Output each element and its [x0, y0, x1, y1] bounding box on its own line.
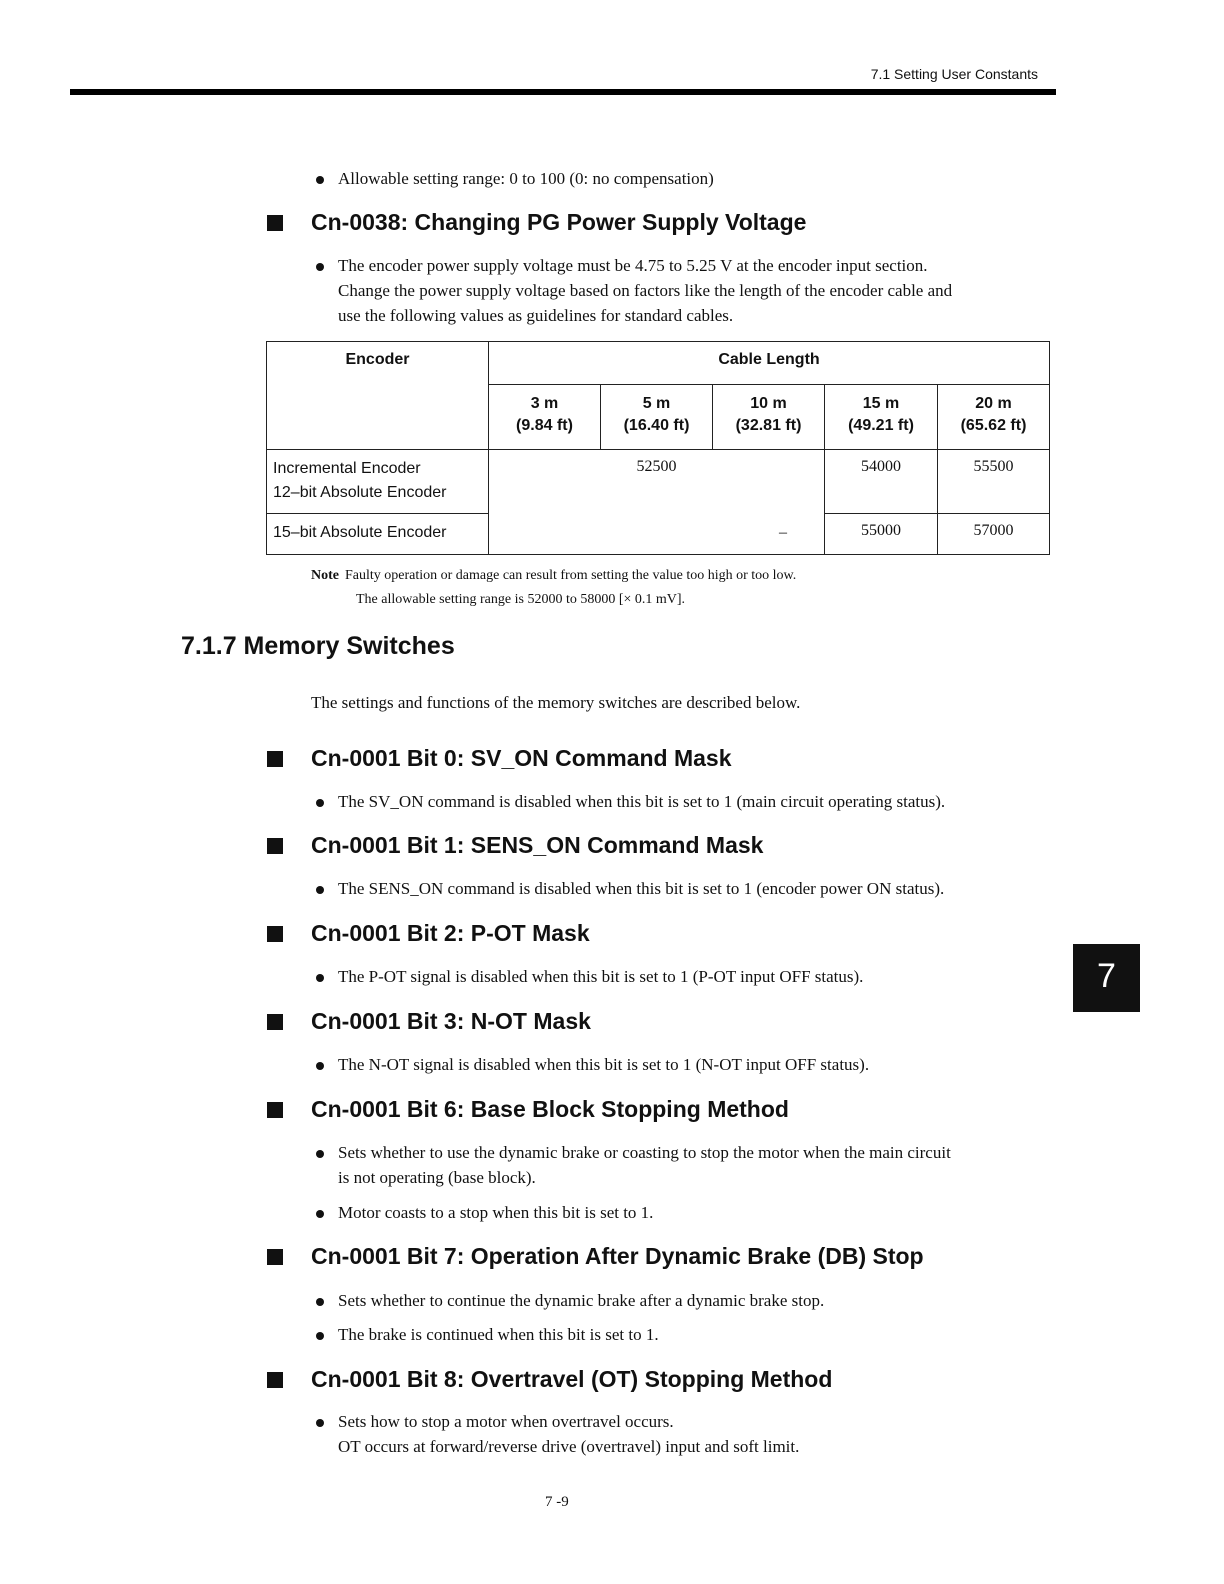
section-title: Cn-0038: Changing PG Power Supply Voltage — [311, 209, 807, 235]
note-label: Note — [311, 568, 339, 583]
square-bullet-icon — [267, 1372, 283, 1388]
square-bullet-icon — [267, 1249, 283, 1265]
bullet-bit0: The SV_ON command is disabled when this bit is set to 1 (main circuit operating status). — [316, 789, 1056, 814]
length-20m: 20 m (65.62 ft) — [938, 385, 1050, 450]
page-number: 7 -9 — [545, 1494, 569, 1510]
row-incremental-12bit: Incremental Encoder 12–bit Absolute Encoder — [267, 450, 489, 514]
bullet-bit1: The SENS_ON command is disabled when this bit is set to 1 (encoder power ON status). — [316, 876, 1056, 901]
value-row2-20m: 57000 — [938, 514, 1050, 555]
square-bullet-icon — [267, 751, 283, 767]
value-row1-15m: 54000 — [825, 450, 938, 514]
bullet-dot — [316, 1298, 324, 1306]
bullet-dot — [316, 974, 324, 982]
bullet-dot — [316, 1062, 324, 1070]
value-row2-15m: 55000 — [825, 514, 938, 555]
bullet-dot — [316, 1150, 324, 1158]
encoder-voltage-table — [266, 341, 1050, 555]
memory-intro: The settings and functions of the memory switches are described below. — [311, 693, 801, 712]
square-bullet-icon — [267, 838, 283, 854]
square-bullet-icon — [267, 215, 283, 231]
running-head: 7.1 Setting User Constants — [870, 66, 1038, 82]
length-5m: 5 m (16.40 ft) — [601, 385, 713, 450]
length-10m: 10 m (32.81 ft) — [713, 385, 825, 450]
section-title: Cn-0001 Bit 2: P-OT Mask — [311, 920, 590, 946]
bullet-dot — [316, 263, 324, 271]
value-row1-20m: 55500 — [938, 450, 1050, 514]
section-title: Cn-0001 Bit 1: SENS_ON Command Mask — [311, 832, 764, 858]
bullet-allowable-range: Allowable setting range: 0 to 100 (0: no compensation) — [316, 166, 1056, 191]
bullet-dot — [316, 799, 324, 807]
bullet-bit2: The P-OT signal is disabled when this bit is set to 1 (P-OT input OFF status). — [316, 964, 1056, 989]
bullet-bit6-b: Motor coasts to a stop when this bit is set to 1. — [316, 1200, 1056, 1225]
bullet-bit7-a: Sets whether to continue the dynamic brake after a dynamic brake stop. — [316, 1288, 1056, 1313]
bullet-dot — [316, 1419, 324, 1427]
value-short-cables: 52500 – — [489, 450, 825, 555]
section-title: Cn-0001 Bit 3: N-OT Mask — [311, 1008, 591, 1034]
bullet-dot — [316, 1332, 324, 1340]
square-bullet-icon — [267, 1102, 283, 1118]
bullet-dot — [316, 886, 324, 894]
header-cable-length: Cable Length — [489, 342, 1050, 385]
section-title: Cn-0001 Bit 8: Overtravel (OT) Stopping Method — [311, 1366, 833, 1392]
header-rule — [70, 89, 1056, 95]
table-note: Note Faulty operation or damage can result from setting the value too high or too low. The allowable setting range is 52000 to 58000 [× 0.1 mV]. — [311, 568, 797, 607]
bullet-bit7-b: The brake is continued when this bit is set to 1. — [316, 1322, 1056, 1347]
length-15m: 15 m (49.21 ft) — [825, 385, 938, 450]
row-15bit: 15–bit Absolute Encoder — [267, 514, 489, 555]
bullet-bit8: Sets how to stop a motor when overtravel occurs. OT occurs at forward/reverse drive (overtravel) input and soft limit. — [316, 1409, 1056, 1459]
square-bullet-icon — [267, 926, 283, 942]
bullet-bit3: The N-OT signal is disabled when this bit is set to 1 (N-OT input OFF status). — [316, 1052, 1056, 1077]
bullet-dot — [316, 1210, 324, 1218]
chapter-tab: 7 — [1073, 944, 1140, 1012]
heading-memory-switches: 7.1.7 Memory Switches — [181, 632, 455, 660]
bullet-dot — [316, 176, 324, 184]
header-encoder: Encoder — [267, 342, 489, 450]
value-dash: – — [779, 524, 787, 541]
length-3m: 3 m (9.84 ft) — [489, 385, 601, 450]
section-title: Cn-0001 Bit 7: Operation After Dynamic Brake (DB) Stop — [311, 1243, 924, 1269]
section-title: Cn-0001 Bit 0: SV_ON Command Mask — [311, 745, 732, 771]
bullet-bit6-a: Sets whether to use the dynamic brake or coasting to stop the motor when the main circuit is not operating (base block). — [316, 1140, 1056, 1190]
square-bullet-icon — [267, 1014, 283, 1030]
section-title: Cn-0001 Bit 6: Base Block Stopping Method — [311, 1096, 789, 1122]
bullet-encoder-voltage: The encoder power supply voltage must be 4.75 to 5.25 V at the encoder input section. Change the power supply voltage based on factors like the length of the encoder cable and use the following values as guidelines for standard cables. — [316, 253, 1056, 328]
